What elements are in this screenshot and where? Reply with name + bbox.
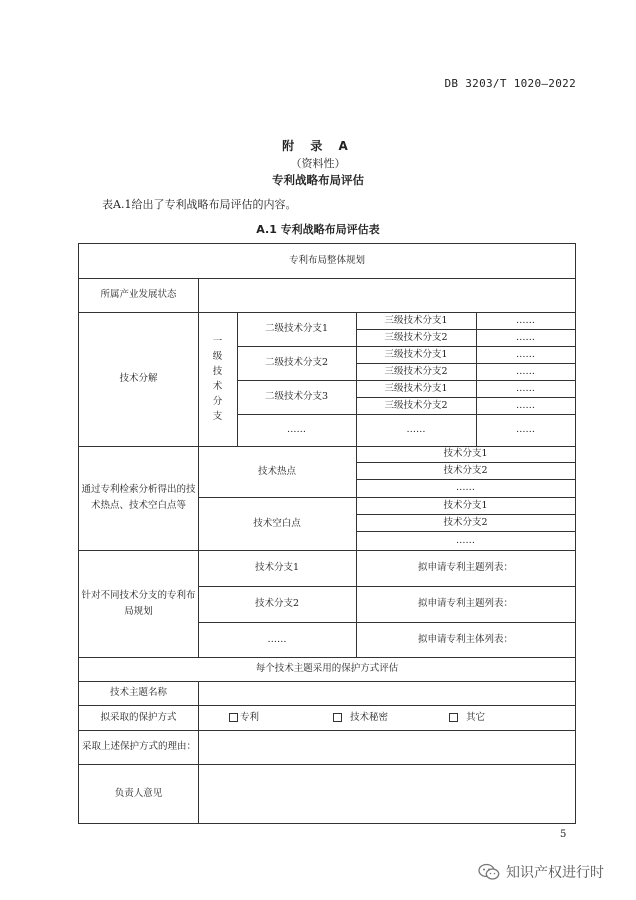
hotspot-ellipsis: …… xyxy=(456,482,475,493)
level3-ellipsis: …… xyxy=(406,424,426,435)
supervisor-opinion-field[interactable] xyxy=(198,764,575,823)
planning-label-line: 局规划 xyxy=(124,605,153,617)
tech-decomposition-label: 技术分解 xyxy=(119,373,158,384)
level2-ellipsis: …… xyxy=(287,424,306,435)
watermark-text: 知识产权进行时 xyxy=(506,865,604,881)
topic-name-field[interactable] xyxy=(198,681,575,705)
option-trade-secret[interactable] xyxy=(333,705,423,730)
hotspot-label-line: 通过专利检索分析得出的技 xyxy=(81,484,196,495)
planning-branch: 技术分支2 xyxy=(254,598,300,609)
level1-char: 级 xyxy=(212,351,223,362)
level4-ellipsis: …… xyxy=(516,314,535,326)
level4-ellipsis: …… xyxy=(516,424,535,435)
level4-ellipsis: …… xyxy=(516,399,535,411)
level1-branch-cell xyxy=(198,312,237,446)
reason-field[interactable] xyxy=(198,730,575,764)
supervisor-opinion-label: 负责人意见 xyxy=(114,787,163,799)
appendix-nature: （资料性） xyxy=(290,157,346,170)
checkbox-icon[interactable] xyxy=(449,713,458,722)
blank-branch: 技术分支1 xyxy=(443,499,488,511)
planning-branch: 技术分支1 xyxy=(254,562,300,573)
patent-strategy-table xyxy=(78,243,576,824)
planning-ellipsis: …… xyxy=(267,633,287,645)
level4-ellipsis: …… xyxy=(516,365,535,377)
hotspot-branch: 技术分支1 xyxy=(443,448,488,459)
option-label: 专利 xyxy=(240,711,260,723)
wechat-icon xyxy=(478,863,500,881)
level2-branch: 二级技术分支2 xyxy=(264,357,329,368)
level3-branch: 三级技术分支1 xyxy=(384,348,448,360)
protection-method-label: 拟采取的保护方式 xyxy=(100,711,177,723)
table-caption: A.1 专利战略布局评估表 xyxy=(256,223,380,236)
option-other[interactable] xyxy=(449,705,519,730)
appendix-title: 专利战略布局评估 xyxy=(272,173,364,187)
hotspot-analysis-label xyxy=(79,446,198,550)
blank-ellipsis: …… xyxy=(456,534,475,546)
level3-branch: 三级技术分支1 xyxy=(384,382,448,394)
option-label: 其它 xyxy=(466,711,486,723)
planned-subjects-list[interactable]: 拟申请专利主体列表： xyxy=(417,633,513,645)
level3-branch: 三级技术分支2 xyxy=(384,399,448,411)
level1-char: 一 xyxy=(212,336,223,347)
level1-char: 术 xyxy=(212,381,223,392)
protection-assessment-header: 每个技术主题采用的保护方式评估 xyxy=(255,663,399,674)
blank-branch: 技术分支2 xyxy=(443,516,488,528)
tech-blank-label: 技术空白点 xyxy=(253,517,301,529)
appendix-label: 附 录 A xyxy=(282,139,354,153)
level2-branch: 二级技术分支1 xyxy=(264,323,329,334)
level4-ellipsis: …… xyxy=(516,348,535,360)
intro-paragraph: 表A.1给出了专利战略布局评估的内容。 xyxy=(102,198,297,211)
document-code: DB 3203/T 1020—2022 xyxy=(444,77,576,90)
reason-label: 采取上述保护方式的理由： xyxy=(82,741,197,752)
level1-char: 支 xyxy=(212,411,223,422)
industry-status-label: 所属产业发展状态 xyxy=(100,289,177,300)
level4-ellipsis: …… xyxy=(516,331,535,343)
checkbox-icon[interactable] xyxy=(229,713,238,722)
planned-topics-list[interactable]: 拟申请专利主题列表： xyxy=(417,562,513,573)
planning-label-line: 针对不同技术分支的专利布 xyxy=(81,589,196,601)
tech-hotspot-label: 技术热点 xyxy=(257,465,296,477)
industry-status-value[interactable] xyxy=(198,278,575,312)
hotspot-branch: 技术分支2 xyxy=(443,464,488,476)
level1-char: 技 xyxy=(212,366,223,377)
level3-branch: 三级技术分支2 xyxy=(384,365,448,377)
hotspot-label-line: 术热点、技术空白点等 xyxy=(90,500,186,511)
checkbox-icon[interactable] xyxy=(333,713,342,722)
level2-branch: 二级技术分支3 xyxy=(264,391,329,402)
level3-branch: 三级技术分支2 xyxy=(384,331,448,343)
overall-plan-header: 专利布局整体规划 xyxy=(288,255,365,266)
level4-ellipsis: …… xyxy=(516,382,535,394)
option-patent[interactable] xyxy=(229,705,289,730)
level1-char: 分 xyxy=(212,396,223,407)
topic-name-label: 技术主题名称 xyxy=(109,687,167,698)
planned-topics-list[interactable]: 拟申请专利主题列表： xyxy=(417,598,513,609)
option-label: 技术秘密 xyxy=(350,711,389,723)
watermark xyxy=(478,862,604,882)
page-number: 5 xyxy=(560,829,567,840)
level3-branch: 三级技术分支1 xyxy=(384,314,448,326)
branch-planning-label xyxy=(79,550,198,657)
